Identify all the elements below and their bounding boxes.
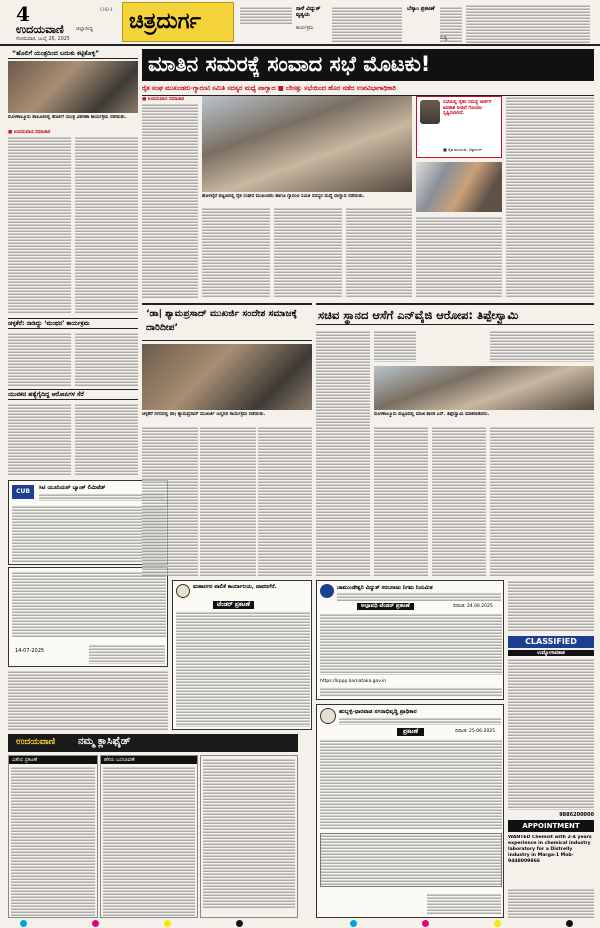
masthead-teaser-4: ಸುದ್ದಿ bbox=[440, 36, 448, 41]
corporation-ad-text bbox=[176, 611, 310, 727]
story4-photo bbox=[142, 344, 312, 410]
print-registration-marks bbox=[20, 919, 580, 928]
print-mark bbox=[494, 920, 501, 927]
left-story-heading-bar bbox=[8, 49, 138, 59]
left-story-text bbox=[8, 136, 71, 314]
lead-quote-author: ■ ರೈತ ಮುಖಂಡ, ಚಿತ್ರದುರ್ಗ bbox=[443, 147, 483, 152]
story5-photo bbox=[374, 366, 594, 410]
bank-ad-date: 14-07-2025 bbox=[15, 648, 45, 654]
escom-notice: ಅಲ್ಪಾವಧಿ ಟೆಂಡರ್ ಪ್ರಕಟಣೆ bbox=[357, 603, 414, 610]
masthead-news-column-2 bbox=[332, 6, 402, 42]
classified-listings bbox=[508, 658, 594, 810]
date-line: ಸೋಮವಾರ, ಜುಲೈ 26, 2025 bbox=[16, 37, 70, 42]
lead-photo-2 bbox=[416, 162, 502, 212]
story3-text-2 bbox=[75, 403, 138, 475]
lead-text-col-2 bbox=[202, 207, 270, 298]
print-mark bbox=[236, 920, 243, 927]
lead-photo bbox=[202, 96, 412, 192]
story2-text-2 bbox=[75, 332, 138, 386]
escom-tender-ad bbox=[316, 580, 504, 700]
lead-headline: ಮಾತಿನ ಸಮರಕ್ಕೆ ಸಂವಾದ ಸಭೆ ಮೊಟಕು! bbox=[148, 52, 431, 76]
classified-section-1-title: ವಿಶೇಷ ಪ್ರಕಟಣೆ bbox=[9, 756, 97, 764]
left-story-caption: ಮೊಳಕಾಲ್ಮೂರು ತಾಲೂಕಿನಲ್ಲಿ ಹೊಲಿಗೆ ಯಂತ್ರ ವಿತರಣಾ ಕಾರ್ಯಕ್ರಮ ನಡೆಯಿತು. bbox=[8, 115, 127, 120]
classified-section-3 bbox=[200, 755, 298, 918]
story4-text-col-2 bbox=[200, 426, 256, 576]
edition-tag: ಜಿಲ್ಲಾಸುದ್ದಿ bbox=[76, 26, 93, 32]
classified-section-3-text bbox=[203, 758, 295, 908]
print-mark bbox=[164, 920, 171, 927]
classified-section-2-text bbox=[103, 766, 195, 916]
story5-heading-box bbox=[316, 303, 594, 325]
classified-header-box bbox=[508, 636, 594, 648]
story3-heading: ಯುವಕನ ಹತ್ಯೆಗೈದಿದ್ದ ಆರೋಪಿಗಳ ಸೆರೆ bbox=[8, 391, 84, 398]
escom-date: ದಿನಾಂಕ: 24.06.2025 bbox=[453, 604, 493, 609]
section-code: CHD 4 bbox=[100, 7, 113, 12]
story2-heading: ಚಳ್ಳಕೆರೆ: ನಾಡಿದ್ದು ‘ಮಂಥನ’ ಕಾರ್ಯಕ್ರಮ bbox=[8, 320, 90, 327]
classified-sub: ಉದ್ಯೋಗಾವಕಾಶ bbox=[508, 650, 594, 656]
story4-heading: ‘ಡಾ| ಶ್ಯಾಮಪ್ರಸಾದ್ ಮುಖರ್ಜಿ ಸಂದೇಶ ಸಮಾಜಕ್ಕೆ ದಾರಿದೀಪ’ bbox=[146, 308, 297, 333]
story2-heading-bar bbox=[8, 318, 138, 329]
hubli-date: ದಿನಾಂಕ: 25-06-2025 bbox=[455, 729, 496, 734]
left-story-photo bbox=[8, 61, 138, 113]
escom-footer bbox=[320, 687, 502, 697]
hubli-address bbox=[339, 717, 501, 725]
left-story-text-2 bbox=[75, 136, 138, 314]
classified-header: CLASSIFIED bbox=[525, 637, 577, 646]
lead-text-col-4 bbox=[346, 207, 412, 298]
right-column-footer bbox=[508, 888, 594, 918]
bank-logo: CUB bbox=[12, 485, 34, 499]
appointment-header: APPOINTMENT bbox=[522, 822, 580, 830]
classified-section-2-title: ಹೆಸರು ಬದಲಾವಣೆ bbox=[101, 756, 197, 764]
print-mark bbox=[92, 920, 99, 927]
lead-subheadline: ರೈತ ಸಂಘ ಮುಖಂಡರು-ಗ್ಯಾರಂಟಿ ಸಮಿತಿ ಸದಸ್ಯರ ಮಧ್ಯೆ ವಾಗ್ವಾದ ■ ಬೇಸತ್ತು ಸಭೆಯಿಂದ ಹೊರ ನಡೆದ ಉಪವಿಭಾಗಾಧಿಕಾರಿ bbox=[142, 84, 594, 96]
classified-section-2 bbox=[100, 755, 198, 918]
hubli-signature bbox=[427, 893, 501, 915]
bank-ad-continuation-text bbox=[12, 571, 166, 637]
corporation-title: ಮಹಾನಗರ ಪಾಲಿಕೆ ಕಾರ್ಯಾಲಯ, ದಾವಣಗೆರೆ. bbox=[193, 584, 277, 590]
lead-headline-box bbox=[142, 49, 594, 81]
escom-table bbox=[320, 613, 502, 675]
bank-ad-signature bbox=[89, 644, 165, 664]
classified-section-1-text bbox=[11, 766, 95, 916]
print-mark bbox=[566, 920, 573, 927]
story3-text bbox=[8, 403, 71, 475]
corporation-tender-ad bbox=[172, 580, 312, 730]
classified-section-1 bbox=[8, 755, 98, 918]
story5-text-col-3 bbox=[374, 426, 428, 576]
masthead-teaser-3: ಬೆಸ್ಕಾಂ ಪ್ರಕಟಣೆ bbox=[407, 6, 435, 12]
corporation-emblem bbox=[176, 584, 190, 598]
classified-phone: 9886200000 bbox=[559, 812, 594, 818]
lead-byline: ■ ಉದಯವಾಣಿ ಸಮಾಚಾರ bbox=[142, 97, 185, 102]
hubli-table bbox=[320, 833, 502, 887]
appointment-header-box bbox=[508, 820, 594, 832]
escom-title: ಚಾಮುಂಡೇಶ್ವರಿ ವಿದ್ಯುತ್ ಸರಬರಾಜು ನಿಗಮ ನಿಯಮಿತ bbox=[337, 585, 433, 591]
masthead-news-column-4 bbox=[466, 4, 590, 44]
story5-text-col-1 bbox=[316, 330, 370, 576]
escom-url: https://kppp.karnataka.gov.in bbox=[320, 679, 387, 684]
lead-quote-box bbox=[416, 96, 502, 158]
masthead-news-column bbox=[240, 6, 292, 24]
hubli-body bbox=[320, 739, 502, 829]
corporation-subtitle: ಟೆಂಡರ್ ಪ್ರಕಟಣೆ bbox=[213, 601, 254, 609]
story4-text-col-3 bbox=[258, 426, 312, 576]
hubli-notice: ಪ್ರಕಟಣೆ bbox=[397, 728, 424, 736]
story5-text-col-6 bbox=[490, 426, 594, 576]
story5-text-col-4 bbox=[432, 426, 486, 576]
print-mark bbox=[20, 920, 27, 927]
lead-text-col-6 bbox=[506, 96, 594, 298]
masthead bbox=[0, 0, 600, 46]
bank-ad-continuation bbox=[8, 567, 168, 667]
story5-heading: ಸಚಿವ ಸ್ಥಾನದ ಆಸೆಗೆ ಎನ್‌ವೈಜಿ ಆರೋಪ: ತಿಪ್ಪೇಸ್ವಾಮಿ bbox=[318, 308, 519, 322]
lead-photo-caption: ಹೊಳಲ್ಕೆರೆ ಪಟ್ಟಣದಲ್ಲಿ ರೈತ ಸಂಘದ ಮುಖಂಡರು ಹಾಗೂ ಗ್ಯಾರಂಟಿ ಸಮಿತಿ ಸದಸ್ಯರ ಮಧ್ಯೆ ವಾಗ್ವಾದ ನಡೆಯಿತು. bbox=[202, 194, 365, 199]
left-story-byline: ■ ಉದಯವಾಣಿ ಸಮಾಚಾರ bbox=[8, 130, 51, 135]
story4-heading-box bbox=[142, 303, 312, 341]
lead-text-col-3 bbox=[274, 207, 342, 298]
small-notice bbox=[8, 670, 168, 730]
masthead-teaser-1: ನಾಳೆ ವಿದ್ಯುತ್ ವ್ಯತ್ಯಯ bbox=[296, 6, 321, 18]
lead-text-col-1 bbox=[142, 103, 198, 298]
masthead-teaser-2: ಕಾರ್ಯಕ್ರಮ bbox=[296, 26, 314, 31]
bank-name: ಸಿಟಿ ಯೂನಿಯನ್ ಬ್ಯಾಂಕ್ ಲಿಮಿಟೆಡ್ bbox=[39, 485, 106, 491]
story5-text-col-2 bbox=[374, 330, 416, 362]
story5-text-col-5 bbox=[490, 330, 594, 362]
paper-name: ಉದಯವಾಣಿ bbox=[16, 23, 64, 36]
print-mark bbox=[422, 920, 429, 927]
story3-heading-bar bbox=[8, 389, 138, 400]
classified-label: ನಮ್ಮ ಕ್ಲಾಸಿಫೈಡ್ bbox=[78, 736, 131, 747]
story4-caption: ಚಳ್ಳಕೆರೆ ನಗರದಲ್ಲಿ ಡಾ| ಶ್ಯಾಮಪ್ರಸಾದ್ ಮುಖರ್ಜಿ ಜನ್ಮದಿನ ಕಾರ್ಯಕ್ರಮ ನಡೆಯಿತು. bbox=[142, 412, 266, 417]
hubli-emblem bbox=[320, 708, 336, 724]
hubli-authority-ad bbox=[316, 704, 504, 918]
right-column-text bbox=[508, 580, 594, 632]
left-story-heading: “ಹೊಲಿಗೆ ಯಂತ್ರದಿಂದ ಬದುಕು ಕಟ್ಟಿಕೊಳ್ಳಿ” bbox=[12, 50, 100, 57]
classified-banner bbox=[8, 734, 298, 752]
classified-brand: ಉದಯವಾಣಿ bbox=[16, 737, 56, 747]
story5-caption: ಮೊಳಕಾಲ್ಮೂರು ಪಟ್ಟಣದಲ್ಲಿ ಮಾಜಿ ಶಾಸಕ ಎಸ್. ತಿಪ್ಪೇಸ್ವಾಮಿ ಮಾತನಾಡಿದರು. bbox=[374, 412, 490, 417]
print-mark bbox=[350, 920, 357, 927]
section-title-box bbox=[122, 2, 234, 42]
escom-address bbox=[337, 592, 501, 601]
escom-logo bbox=[320, 584, 334, 598]
lead-quote: ಸಭೆಯಲ್ಲಿ ರೈತರ ಸಮಸ್ಯೆ ಚರ್ಚೆಗೆ ಅವಕಾಶ ನೀಡದೆ ಗೊಂದಲ ಸೃಷ್ಟಿಸಲಾಗಿದೆ. bbox=[443, 100, 492, 117]
appointment-text: WANTED Chemist with 2-4 years experience in chemical industry laboratory for a Distrelly industry in Marga-1 Mob-9448009866 bbox=[508, 835, 592, 864]
story4-text-col-1 bbox=[142, 426, 198, 576]
lead-text-col-5 bbox=[416, 216, 502, 298]
quote-portrait bbox=[420, 100, 440, 124]
page-number: 4 bbox=[16, 2, 30, 26]
section-title: ಚಿತ್ರದುರ್ಗ bbox=[129, 9, 201, 34]
story2-text bbox=[8, 332, 71, 386]
hubli-title: ಹುಬ್ಬಳ್ಳಿ-ಧಾರವಾಡ ನಗರಾಭಿವೃದ್ಧಿ ಪ್ರಾಧಿಕಾರ bbox=[339, 709, 417, 715]
